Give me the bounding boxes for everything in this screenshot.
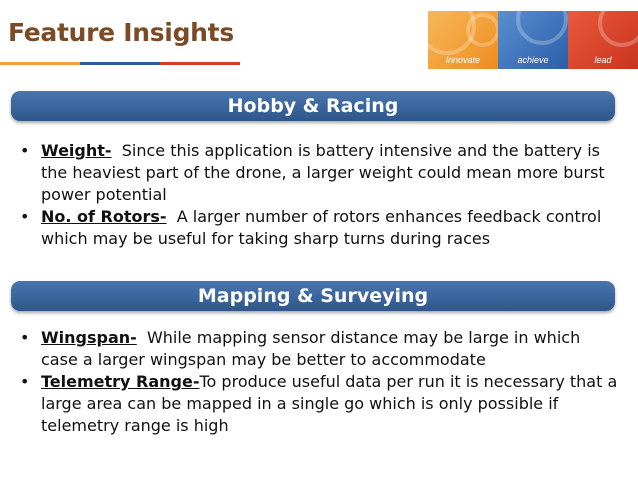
mapping-surveying-list [20, 327, 620, 437]
list-item [20, 371, 620, 437]
list-item [20, 206, 620, 250]
item-text: A larger number of rotors enhances feedback control which may be useful for taking sharp turns during races [41, 207, 602, 248]
section-heading-mapping-surveying: Mapping & Surveying [11, 281, 615, 311]
item-text: While mapping sensor distance may be large in which case a larger wingspan may be better to accommodate [41, 328, 581, 369]
bullet-icon: • [20, 207, 30, 226]
item-term: Telemetry Range- [41, 372, 200, 391]
item-text: To produce useful data per run it is necessary that a large area can be mapped in a single go which is only possible if telemetry range is high [41, 372, 618, 435]
bullet-icon: • [20, 372, 30, 391]
slide-title: Feature Insights [8, 18, 234, 47]
banner-label-lead: lead [594, 55, 612, 65]
gear-decoration-icon [516, 11, 568, 45]
item-term: No. of Rotors- [41, 207, 167, 226]
gear-decoration-icon [466, 13, 498, 47]
list-item [20, 140, 620, 206]
hobby-racing-list [20, 140, 620, 250]
item-term: Wingspan- [41, 328, 137, 347]
brand-banner [428, 11, 638, 69]
banner-label-innovate: innovate [445, 55, 481, 65]
bullet-icon: • [20, 141, 30, 160]
title-underline-blue [80, 62, 160, 65]
list-item [20, 327, 620, 371]
item-text: Since this application is battery intensive and the battery is the heaviest part of the drone, a larger weight could mean more burst power potential [41, 141, 605, 204]
banner-segment-achieve [498, 11, 568, 69]
title-underline-orange [0, 62, 80, 65]
section-heading-hobby-racing: Hobby & Racing [11, 91, 615, 121]
gear-decoration-icon [598, 11, 638, 47]
title-underline-red [160, 62, 240, 65]
banner-segment-lead [568, 11, 638, 69]
item-term: Weight- [41, 141, 112, 160]
bullet-icon: • [20, 328, 30, 347]
banner-segment-innovate [428, 11, 498, 69]
banner-label-achieve: achieve [517, 55, 549, 65]
